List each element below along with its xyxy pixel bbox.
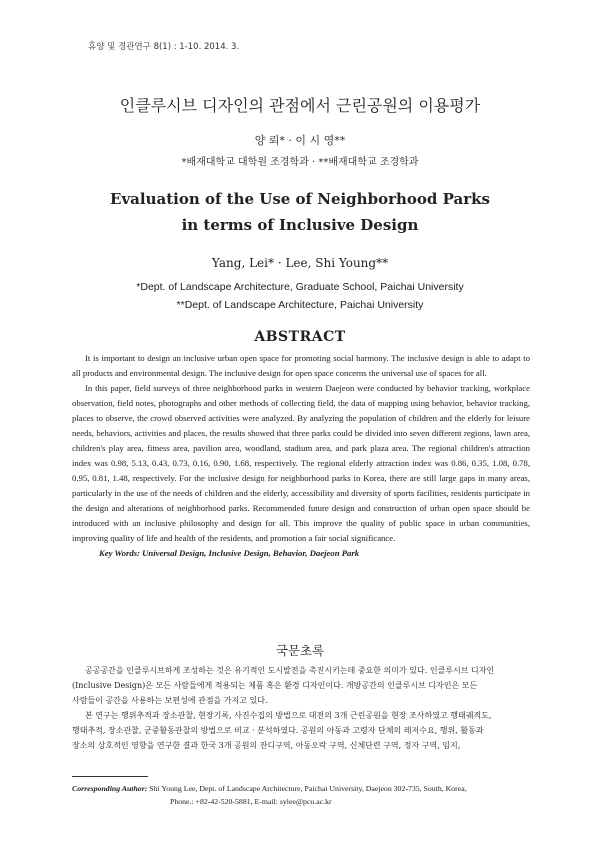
korean-abstract-line3: 사람들이 공간을 사용하는 보편성에 관점을 가지고 있다. [72,696,268,705]
english-title-line2: in terms of Inclusive Design [181,216,419,234]
keywords [72,546,530,561]
abstract-paragraph-1: It is important to design an inclusive urban open space for promoting social harmony. The inclusive design is able to adapt to all products and environmental design. The inclusive design for open space concerns the universal use of spaces for all. [72,353,530,378]
korean-abstract-heading: 국문초록 [275,643,325,658]
corresponding-author-footnote [72,782,532,808]
footer-divider [72,776,148,777]
korean-title: 인클루시브 디자인의 관점에서 근린공원의 이용평가 [119,96,481,115]
korean-abstract-line4: 본 연구는 행위추적과 장소관찰, 현장기록, 사진수집의 방법으로 대전의 3개 근린공원을 현장 조사하였고 행태궤적도, [85,711,492,720]
korean-abstract-line5: 행태추적, 장소관찰, 군중활동관찰의 방법으로 비교 · 분석하였다. 공원의 아동과 고령자 단체의 레저수요, 행위, 활동과 [72,726,484,735]
keywords-list: Universal Design, Inclusive Design, Behavior, Daejeon Park [142,548,360,558]
english-authors: Yang, Lei* · Lee, Shi Young** [211,256,389,270]
english-title-line1: Evaluation of the Use of Neighborhood Parks [110,190,490,208]
korean-abstract-line1: 공공공간을 인클루시브하게 조성하는 것은 유기적인 도시발전을 촉진시키는데 중요한 의미가 있다. 인클루시브 디자인 [85,666,495,675]
corresponding-author-label: Corresponding Author: [72,784,148,793]
abstract-heading: ABSTRACT [254,329,346,345]
journal-header: 휴양 및 경관연구 8(1) : 1-10. 2014. 3. [88,42,240,52]
english-affiliation-line1: *Dept. of Landscape Architecture, Graduate School, Paichai University [136,281,464,293]
english-affiliation [0,278,600,314]
korean-abstract-line6: 장소의 상호적인 영향을 연구한 결과 한국 3개 공원의 잔디구역, 아동오락 구역, 신체단련 구역, 정자 구역, 임지, [72,741,461,750]
abstract-body [72,351,530,561]
corresponding-author-address: Shi Young Lee, Dept. of Landscape Architecture, Paichai University, Daejeon 302-735, South, Korea, [149,784,467,793]
abstract-paragraph-2: In this paper, field surveys of three neighborhood parks in western Daejeon were conducted by behavior tracking, workplace observation, field notes, photographs and other methods of collecting field, the data of mapping using behavior, behavior tracking, places to observe, the crowd observed activities were analyzed. By analyzing the population of children and the elderly for leisure needs, behaviors, activities and places, the results showed that three parks could be divided into seven different regions, lawn area, children's play area, fitness area, pavilion area, woodland, stadium area, and park plaza area. The regional children's attraction index was 0.98, 5.13, 0.43, 0.73, 0.16, 0.90, 1.68, respectively. The regional elderly attraction index was 0.86, 0.35, 1.08, 0.78, 0.95, 0.81, 1.48, respectively. For the inclusive design for neighborhood parks in Korea, there are still large gaps in many areas, particularly in the use of the needs of children and the elderly, accessibility and diversity of sports facilities, residents participate in the design and alterations of neighborhood parks. Recommended future design and construction of urban open space should be introduced with an inclusive philosophy and design for all. This improve the quality of public space in urban communities, improving quality of life and health of the residents, and promotion a fair social significance. [72,383,530,543]
footer-line1 [72,782,532,795]
korean-abstract-line2: (Inclusive Design)은 모든 사람들에게 적용되는 제품 혹은 환경 디자인이다. 개방공간의 인클루시브 디자인은 모든 [72,681,478,690]
keywords-label: Key Words: [99,548,140,558]
english-title [0,186,600,238]
korean-authors: 양 뢰* · 이 시 영** [254,134,346,147]
corresponding-author-contact: Phone.: +82-42-520-5881, E-mail: sylee@pcu.ac.kr [170,797,332,806]
korean-affiliation: *배재대학교 대학원 조경학과 · **배재대학교 조경학과 [181,157,419,168]
korean-abstract-body [72,663,530,753]
english-affiliation-line2: **Dept. of Landscape Architecture, Paichai University [176,299,424,311]
